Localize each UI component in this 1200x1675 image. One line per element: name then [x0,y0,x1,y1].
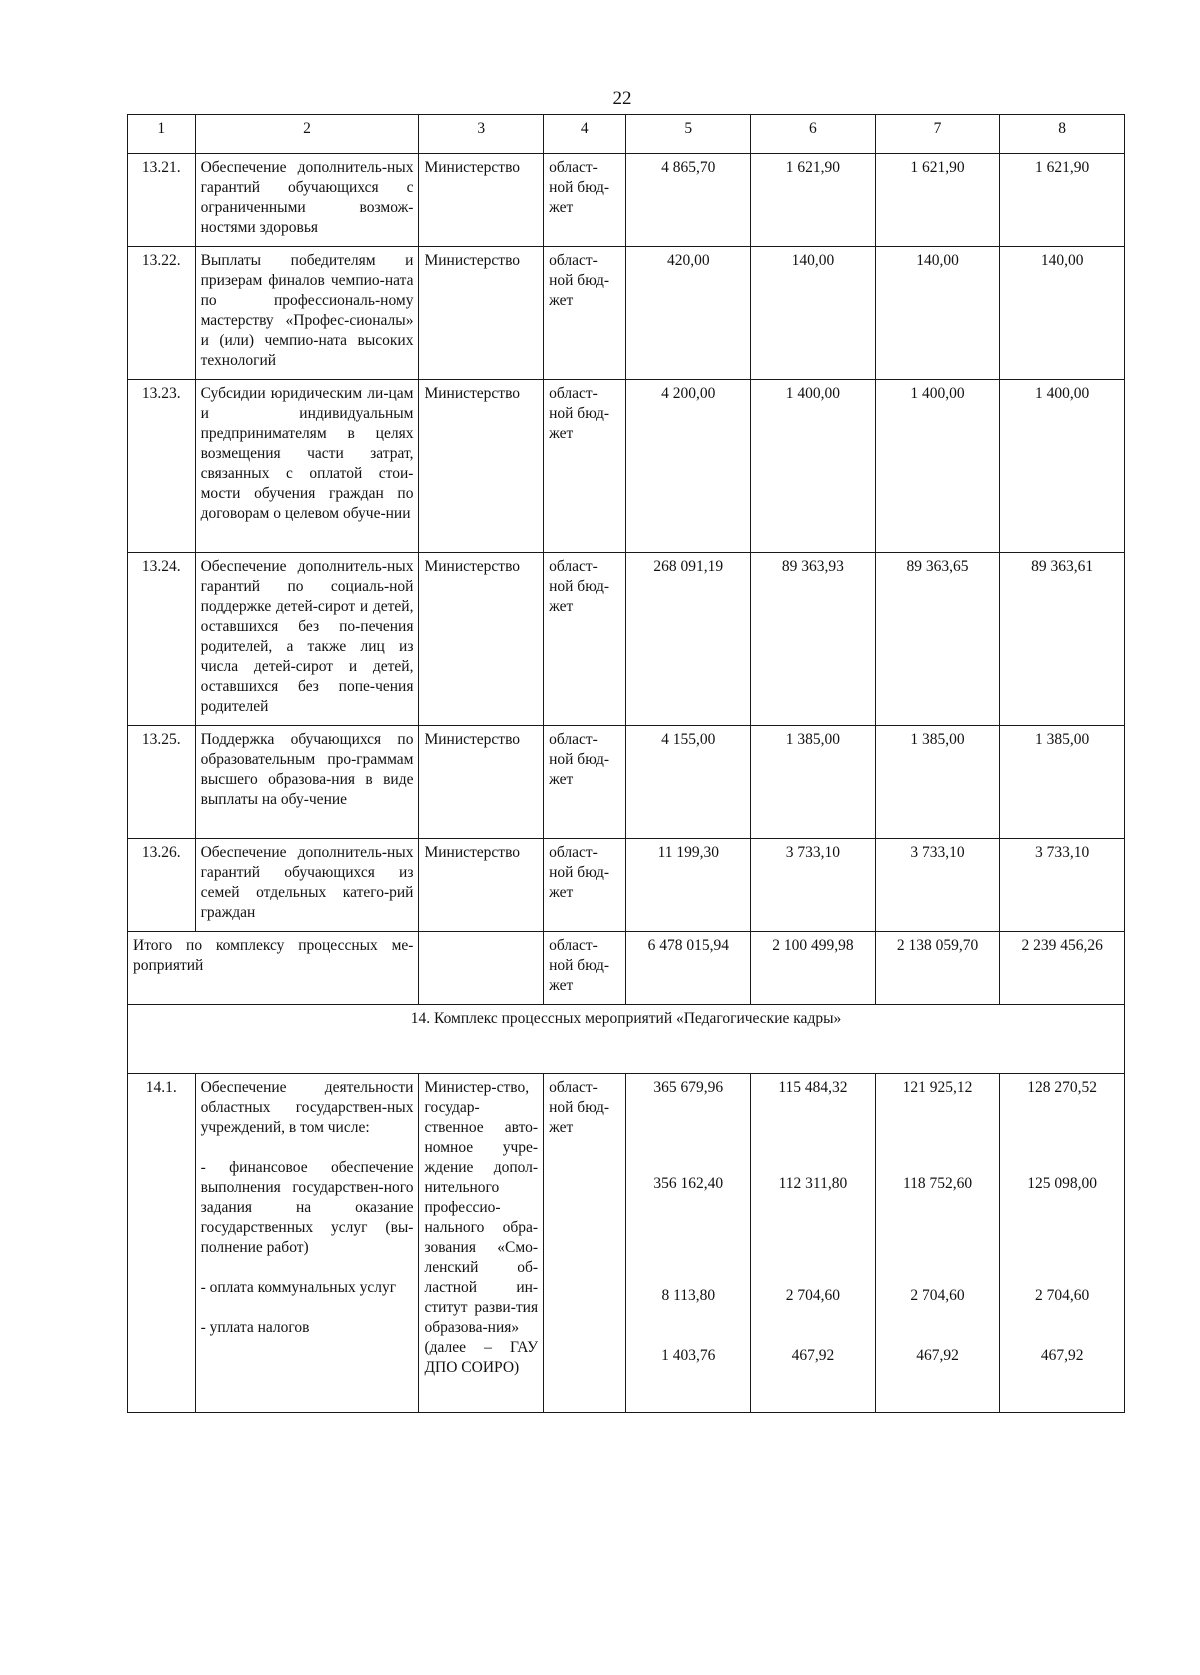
value-year-1-group [751,1074,876,1413]
row-number: 13.23. [128,380,196,553]
executor: Министерство [419,154,544,247]
value-total: 268 091,19 [626,553,751,726]
value-year-2: 1 400,00 [875,380,1000,553]
table-row [128,726,1125,839]
value-sub3: 467,92 [916,1347,959,1364]
value-year-3: 1 400,00 [1000,380,1125,553]
measure-name: Выплаты победителям и призерам финалов чемпио-ната по профессиональ-ному мастерству «Профес-сионалы» и (или) чемпио-ната высоких технологий [195,247,419,380]
measure-name: Обеспечение дополнитель-ных гарантий обучающихся с ограниченными возмож-ностями здоровья [195,154,419,247]
value-year-3-group [1000,1074,1125,1413]
total-value-total: 6 478 015,94 [626,932,751,1005]
table-row [128,839,1125,932]
col-header-5: 5 [626,115,751,154]
section-title: 14. Комплекс процессных мероприятий «Педагогические кадры» [128,1005,1125,1074]
col-header-1: 1 [128,115,196,154]
total-value-year-1: 2 100 499,98 [751,932,876,1005]
value-year-3: 89 363,61 [1000,553,1125,726]
value-year-3: 3 733,10 [1000,839,1125,932]
value-year-2: 1 385,00 [875,726,1000,839]
value-total: 4 865,70 [626,154,751,247]
value-sub2: 8 113,80 [661,1287,716,1304]
value-main: 365 679,96 [653,1079,724,1096]
measure-name: Обеспечение дополнитель-ных гарантий обучающихся из семей отдельных катего-рий граждан [195,839,419,932]
line-spacer [201,1258,414,1278]
value-year-2-group [875,1074,1000,1413]
row-number: 13.26. [128,839,196,932]
measure-name-group [195,1074,419,1413]
col-header-3: 3 [419,115,544,154]
total-value-year-3: 2 239 456,26 [1000,932,1125,1005]
value-total: 4 155,00 [626,726,751,839]
sub-item-state-task: - финансовое обеспечение выполнения государствен-ного задания на оказание государственных услуг (вы-полнение работ) [200,1159,414,1256]
total-value-year-2: 2 138 059,70 [875,932,1000,1005]
value-year-2: 140,00 [875,247,1000,380]
row-number: 13.21. [128,154,196,247]
row-number: 14.1. [128,1074,196,1413]
value-sub1: 356 162,40 [653,1175,724,1192]
value-total: 420,00 [626,247,751,380]
funding-source: област-ной бюд-жет [544,553,626,726]
value-total: 4 200,00 [626,380,751,553]
executor: Министерство [419,247,544,380]
funding-source: област-ной бюд-жет [544,247,626,380]
value-year-1: 89 363,93 [751,553,876,726]
table-row [128,1074,1125,1413]
budget-table [127,114,1125,1413]
column-number-header [128,115,1125,154]
col-header-4: 4 [544,115,626,154]
table-row [128,553,1125,726]
total-row [128,932,1125,1005]
total-funding-source: област-ной бюд-жет [544,932,626,1005]
funding-source: област-ной бюд-жет [544,726,626,839]
value-sub2: 2 704,60 [785,1287,841,1304]
value-total: 11 199,30 [626,839,751,932]
value-main: 115 484,32 [778,1079,848,1096]
value-sub2: 2 704,60 [1035,1287,1090,1304]
table-row [128,380,1125,553]
executor: Министерство [419,726,544,839]
value-year-2: 89 363,65 [875,553,1000,726]
funding-source: област-ной бюд-жет [544,380,626,553]
measure-name: Обеспечение дополнитель-ных гарантий по социаль-ной поддержке детей-сирот и детей, оставшихся без по-печения родителей, а также лиц из числа детей-сирот и детей, оставшихся без попе-чения родителей [195,553,419,726]
value-main: 128 270,52 [1027,1079,1098,1096]
funding-source: област-ной бюд-жет [544,154,626,247]
value-year-1: 140,00 [751,247,876,380]
value-sub1: 112 311,80 [778,1175,848,1192]
col-header-8: 8 [1000,115,1125,154]
value-year-2: 3 733,10 [875,839,1000,932]
value-sub1: 118 752,60 [902,1175,973,1192]
measure-name: Поддержка обучающихся по образовательным про-граммам высшего образова-ния в виде выплаты на обу-чение [195,726,419,839]
executor: Министерство [419,380,544,553]
value-year-1: 1 400,00 [751,380,876,553]
value-year-1: 1 385,00 [751,726,876,839]
table-row [128,154,1125,247]
col-header-6: 6 [751,115,876,154]
executor: Министерство [419,839,544,932]
value-year-1: 3 733,10 [751,839,876,932]
line-spacer [201,1298,414,1318]
section-row [128,1005,1125,1074]
row-number: 13.24. [128,553,196,726]
total-label: Итого по комплексу процессных ме-роприятий [128,932,419,1005]
sub-item-taxes: - уплата налогов [200,1319,310,1336]
executor: Министерство [419,553,544,726]
sub-item-utilities: - оплата коммунальных услуг [200,1279,397,1296]
row-number: 13.22. [128,247,196,380]
funding-source: област-ной бюд-жет [544,1074,626,1413]
total-executor-empty [419,932,544,1005]
table-row [128,247,1125,380]
row-number: 13.25. [128,726,196,839]
col-header-2: 2 [195,115,419,154]
value-main: 121 925,12 [902,1079,973,1096]
measure-name: Обеспечение деятельности областных государствен-ных учреждений, в том числе: [200,1079,414,1136]
value-sub3: 467,92 [791,1347,835,1364]
line-spacer [201,1138,414,1158]
value-year-3: 1 621,90 [1000,154,1125,247]
value-sub3: 467,92 [1040,1347,1084,1364]
value-year-3: 1 385,00 [1000,726,1125,839]
value-year-3: 140,00 [1000,247,1125,380]
value-year-1: 1 621,90 [751,154,876,247]
value-sub2: 2 704,60 [910,1287,965,1304]
measure-name: Субсидии юридическим ли-цам и индивидуальным предпринимателям в целях возмещения части затрат, связанных с оплатой стои-мости обучения граждан по договорам о целевом обуче-нии [195,380,419,553]
value-sub1: 125 098,00 [1027,1175,1098,1192]
col-header-7: 7 [875,115,1000,154]
page-number: 22 [612,88,632,109]
executor: Министер-ство, государ-ственное авто-номное учре-ждение допол-нительного профессио-нального обра-зования «Смо-ленский об-ластной ин-ститут разви-тия образова-ния» (далее – ГАУ ДПО СОИРО) [419,1074,544,1413]
value-sub3: 1 403,76 [661,1347,716,1364]
value-total-group [626,1074,751,1413]
value-year-2: 1 621,90 [875,154,1000,247]
funding-source: област-ной бюд-жет [544,839,626,932]
